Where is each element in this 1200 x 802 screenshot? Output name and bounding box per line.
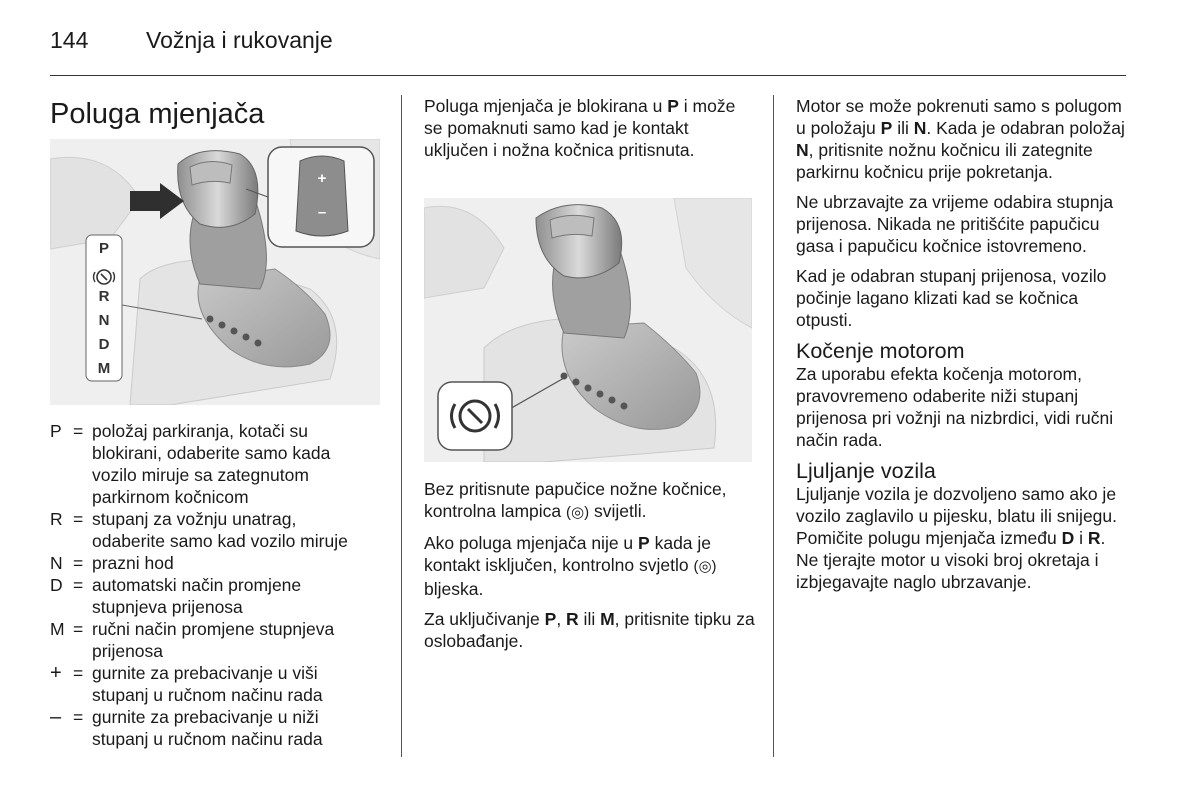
legend xyxy=(50,420,380,750)
legend-row xyxy=(50,618,380,662)
legend-line: blokirani, odaberite samo kada xyxy=(92,443,331,463)
column-divider-2 xyxy=(773,95,774,757)
paragraph-lever-locked: Poluga mjenjača je blokirana u P i može se pomaknuti samo kad je kontakt uključen i nožna kočnica pritisnuta. xyxy=(424,96,736,160)
legend-text xyxy=(92,662,380,706)
legend-text xyxy=(92,706,380,750)
gear-lever-illustration xyxy=(50,139,380,405)
gear-lever-svg xyxy=(50,139,380,405)
legend-row xyxy=(50,662,380,706)
heading-engine-braking: Kočenje motorom xyxy=(796,339,965,363)
brake-indicator-illustration xyxy=(424,198,752,462)
plus-label: + xyxy=(317,170,327,187)
paragraph-no-acceleration: Ne ubrzavajte za vrijeme odabira stupnja prijenosa. Nikada ne pritišćite papučicu gasa i papučicu kočnice istovremeno. xyxy=(796,192,1114,256)
column-2-lower xyxy=(424,478,756,660)
legend-row xyxy=(50,706,380,750)
paragraph-creep: Kad je odabran stupanj prijenosa, vozilo počinje lagano klizati kad se kočnica otpusti. xyxy=(796,266,1107,330)
brake-indicator-svg xyxy=(424,198,752,462)
position-label-d: D xyxy=(98,336,110,353)
legend-equals: = xyxy=(73,619,84,639)
legend-line: automatski način promjene xyxy=(92,575,302,595)
legend-key: M xyxy=(50,619,65,639)
paragraph-brake-light: Bez pritisnute papučice nožne kočnice, kontrolna lampica (◎) svijetli. xyxy=(424,478,756,524)
legend-text xyxy=(92,618,380,662)
position-label-p: P xyxy=(98,240,110,257)
legend-line: parkirnom kočnicom xyxy=(92,487,249,507)
legend-key-minus: – xyxy=(50,706,62,728)
legend-line: vozilo miruje sa zategnutom xyxy=(92,465,309,485)
paragraph-engine-braking: Za uporabu efekta kočenja motorom, pravovremeno odaberite niži stupanj prijenosa pri vožnji na nizbrdici, vidi ručni način rada. xyxy=(796,364,1114,450)
legend-equals: = xyxy=(73,575,84,595)
paragraph-rocking: Ljuljanje vozila je dozvoljeno samo ako je vozilo zaglavilo u pijesku, blatu ili snijegu. Pomičite polugu mjenjača između D i R. Ne tjerajte motor u visoki broj okretaja i izbjegavajte naglo ubrzavanje. xyxy=(796,484,1118,592)
legend-key: R xyxy=(50,509,63,529)
legend-equals: = xyxy=(73,553,84,573)
column-1 xyxy=(50,95,380,131)
legend-row xyxy=(50,552,380,574)
header-rule xyxy=(50,75,1126,76)
legend-text xyxy=(92,552,380,574)
legend-line: prazni hod xyxy=(92,553,174,573)
legend-equals: = xyxy=(73,421,84,441)
legend-line: stupanj u ručnom načinu rada xyxy=(92,729,323,749)
legend-equals: = xyxy=(73,509,84,529)
legend-row xyxy=(50,508,380,552)
legend-equals: = xyxy=(73,707,84,727)
brake-pedal-icon: (◎) xyxy=(566,504,590,521)
legend-key-plus: + xyxy=(50,662,62,684)
legend-line: prijenosa xyxy=(92,641,164,661)
position-label-n: N xyxy=(98,312,110,329)
legend-row xyxy=(50,574,380,618)
paragraph-not-in-p: Ako poluga mjenjača nije u P kada je kontakt isključen, kontrolno svjetlo (◎) bljeska. xyxy=(424,533,717,599)
column-2 xyxy=(424,95,756,169)
legend-equals: = xyxy=(73,663,84,683)
column-divider-1 xyxy=(401,95,402,757)
chapter-title: Vožnja i rukovanje xyxy=(146,27,333,53)
legend-text xyxy=(92,508,380,552)
legend-line: položaj parkiranja, kotači su xyxy=(92,421,308,441)
page-number: 144 xyxy=(50,27,89,53)
legend-text xyxy=(92,574,380,618)
legend-key: P xyxy=(50,421,62,441)
legend-line: ručni način promjene stupnjeva xyxy=(92,619,335,639)
legend-key: N xyxy=(50,553,63,573)
legend-line: stupnjeva prijenosa xyxy=(92,597,243,617)
legend-line: stupanj u ručnom načinu rada xyxy=(92,685,323,705)
legend-line: odaberite samo kad vozilo miruje xyxy=(92,531,348,551)
heading-rocking: Ljuljanje vozila xyxy=(796,459,936,483)
brake-pedal-icon: (◎) xyxy=(693,558,717,575)
legend-row xyxy=(50,420,380,508)
legend-line: gurnite za prebacivanje u niži xyxy=(92,707,319,727)
section-title: Poluga mjenjača xyxy=(50,98,265,130)
position-label-m: M xyxy=(97,360,111,377)
position-label-r: R xyxy=(98,288,110,305)
legend-line: stupanj za vožnju unatrag, xyxy=(92,509,297,529)
column-3 xyxy=(796,95,1128,601)
brake-pedal-indicator-icon xyxy=(438,382,512,450)
paragraph-release-button: Za uključivanje P, R ili M, pritisnite tipku za oslobađanje. xyxy=(424,609,755,651)
legend-text xyxy=(92,420,380,508)
paragraph-engine-start: Motor se može pokrenuti samo s polugom u položaju P ili N. Kada je odabran položaj N, pritisnite nožnu kočnicu ili zategnite parkirnu kočnicu prije pokretanja. xyxy=(796,96,1125,182)
legend-key: D xyxy=(50,575,63,595)
minus-label: – xyxy=(317,204,327,221)
legend-line: gurnite za prebacivanje u viši xyxy=(92,663,318,683)
